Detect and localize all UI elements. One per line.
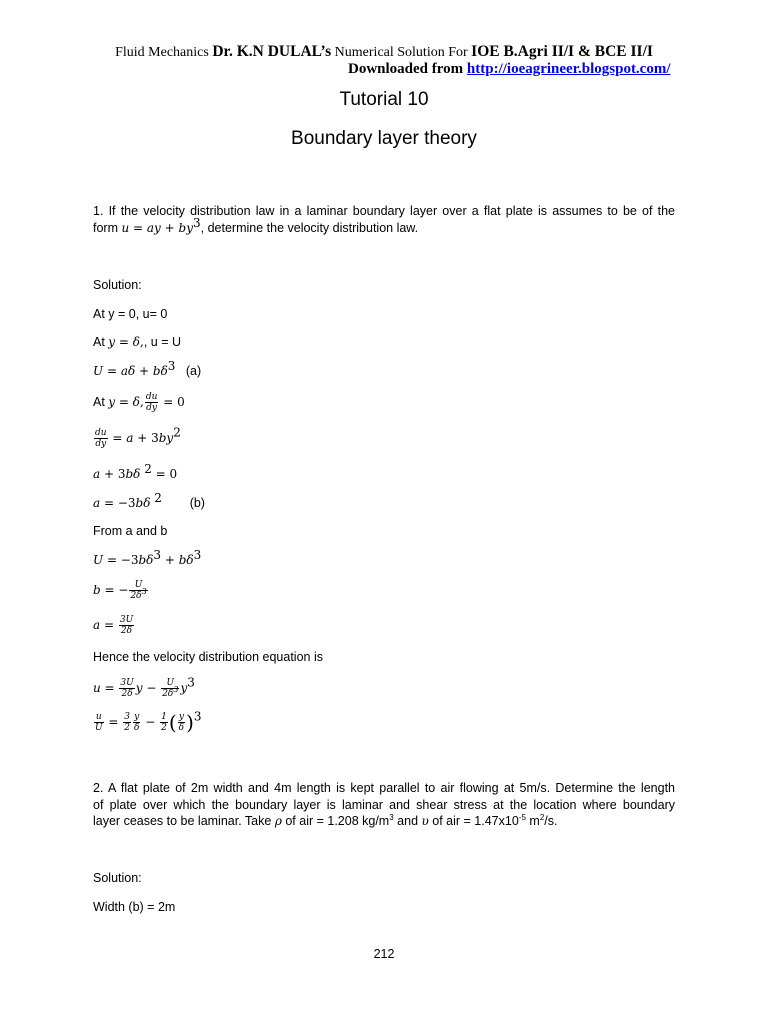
problem-2-line-1: 2. A flat plate of 2m width and 4m length is kept parallel to air flowing at 5m/s. Determine the length xyxy=(93,781,675,795)
header-program: IOE B.Agri II/I & BCE II/I xyxy=(471,43,653,60)
equation-b-value: b = − $\frac{U}{2\delta^3}$ xyxy=(93,580,147,601)
page-number: 212 xyxy=(373,947,395,961)
header-subject: Fluid Mechanics xyxy=(115,45,213,60)
width-line: Width (b) = 2m xyxy=(93,900,176,914)
equation-condition: a + 3bδ $^2$ = 0 xyxy=(93,461,178,481)
problem-1-line-1: 1. If the velocity distribution law in a laminar boundary layer over a flat plate is assumes to be of the xyxy=(93,204,675,218)
equation-substitution: $U = -3b\delta^3 + b\delta^3$ xyxy=(93,547,202,567)
solution-2-label: Solution: xyxy=(93,871,142,885)
chapter-title: Boundary layer theory xyxy=(291,128,477,149)
header-line-2 xyxy=(348,61,671,78)
header-solution-for: Numerical Solution For xyxy=(331,45,472,60)
equation-a: $U = a\delta + b\delta^3$ (a) xyxy=(93,358,202,378)
equation-velocity-ratio: $\frac{u}{U}$ = $\frac{3}{2}$ $\frac{y}{\delta}$ − $\frac{1}{2}$ ( $\frac{y}{\delta}$ )$^3$ xyxy=(95,709,202,735)
problem-2-text xyxy=(93,780,675,830)
step-boundary-condition-1: At y = 0, u= 0 xyxy=(93,307,168,321)
downloaded-label: Downloaded from xyxy=(348,61,467,77)
equation-velocity-distribution: u = $\frac{3U}{2\delta}$ y − $\frac{U}{2\delta^3}$ $y^3$ xyxy=(93,675,195,699)
solution-label: Solution: xyxy=(93,278,142,292)
equation-derivative: $\frac{du}{dy}$ = $a + 3by^2$ xyxy=(95,425,181,449)
tutorial-title: Tutorial 10 xyxy=(339,89,429,110)
problem-1-line-2: form u = ay + $by^3$, determine the velocity distribution law. xyxy=(93,215,419,235)
step-hence: Hence the velocity distribution equation is xyxy=(93,650,323,664)
step-from-a-and-b: From a and b xyxy=(93,524,168,538)
header-author: Dr. K.N DULAL’s xyxy=(212,43,332,60)
problem-2-line-3: layer ceases to be laminar. Take ρ of air = 1.208 $kg/m^3$ and υ of air = $1.47x10^{-5}$ $m^2/s$. xyxy=(93,812,558,828)
equation-b-tag: (b) xyxy=(189,496,205,510)
equation-b: a = −3bδ $^2$ (b) xyxy=(93,490,205,510)
step-boundary-condition-3: At y = δ, $\frac{du}{dy}$ = 0 xyxy=(93,392,185,413)
equation-a-tag: (a) xyxy=(185,364,202,378)
problem-2-line-2: of plate over which the boundary layer is laminar and shear stress at the location where boundary xyxy=(93,797,675,812)
step-boundary-condition-2: At y = δ,, u = U xyxy=(93,335,181,349)
problem-1-text xyxy=(93,203,675,236)
source-link[interactable]: http://ioeagrineer.blogspot.com/ xyxy=(466,61,671,77)
equation-a-value: a = $\frac{3U}{2\delta}$ xyxy=(93,615,134,636)
header-line-1 xyxy=(0,43,768,61)
